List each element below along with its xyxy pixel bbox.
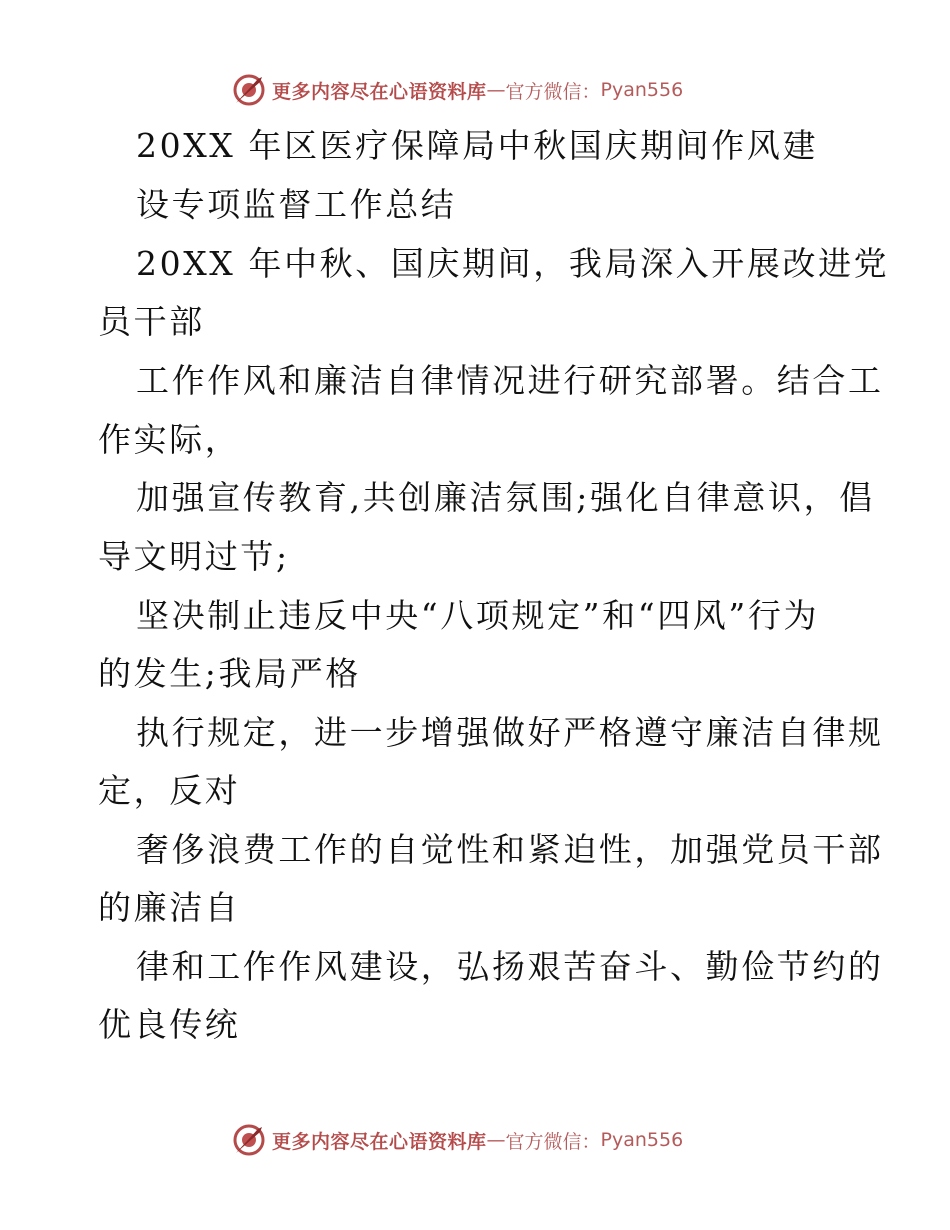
paragraph-line: 加强宣传教育,共创廉洁氛围;强化自律意识，倡 <box>136 478 875 517</box>
paragraph-line: 的发生;我局严格 <box>98 654 361 693</box>
banner-separator: — <box>486 79 506 101</box>
footer-banner <box>232 1122 752 1158</box>
quill-logo-icon <box>232 73 266 107</box>
banner-wechat-id: Pyan556 <box>600 1129 684 1151</box>
paragraph-line: 20XX 年中秋、国庆期间，我局深入开展改进党 <box>136 244 890 283</box>
paragraph-line: 执行规定，进一步增强做好严格遵守廉洁自律规 <box>136 713 884 752</box>
banner-main-text: 更多内容尽在心语资料库 <box>272 80 487 103</box>
banner-wechat-id: Pyan556 <box>600 79 684 101</box>
paragraph-line: 奢侈浪费工作的自觉性和紧迫性，加强党员干部 <box>136 830 884 869</box>
paragraph-line: 优良传统 <box>98 1005 241 1044</box>
header-banner <box>232 72 752 108</box>
quill-logo-icon <box>232 1123 266 1157</box>
document-title-line-1: 20XX 年区医疗保障局中秋国庆期间作风建 <box>136 126 819 165</box>
banner-separator: — <box>486 1129 506 1151</box>
banner-main-text: 更多内容尽在心语资料库 <box>272 1130 487 1153</box>
paragraph-line: 作实际， <box>98 420 241 459</box>
paragraph-line: 员干部 <box>98 302 205 341</box>
paragraph-line: 的廉洁自 <box>98 888 241 927</box>
banner-wechat-label: 官方微信： <box>505 80 601 103</box>
document-title-line-2: 设专项监督工作总结 <box>136 185 457 224</box>
paragraph-line: 导文明过节; <box>98 537 290 576</box>
paragraph-line: 坚决制止违反中央“八项规定”和“四风”行为 <box>136 596 820 635</box>
paragraph-line: 工作作风和廉洁自律情况进行研究部署。结合工 <box>136 361 884 400</box>
banner-wechat-label: 官方微信： <box>505 1130 601 1153</box>
paragraph-line: 律和工作作风建设，弘扬艰苦奋斗、勤俭节约的 <box>136 947 884 986</box>
paragraph-line: 定，反对 <box>98 771 241 810</box>
